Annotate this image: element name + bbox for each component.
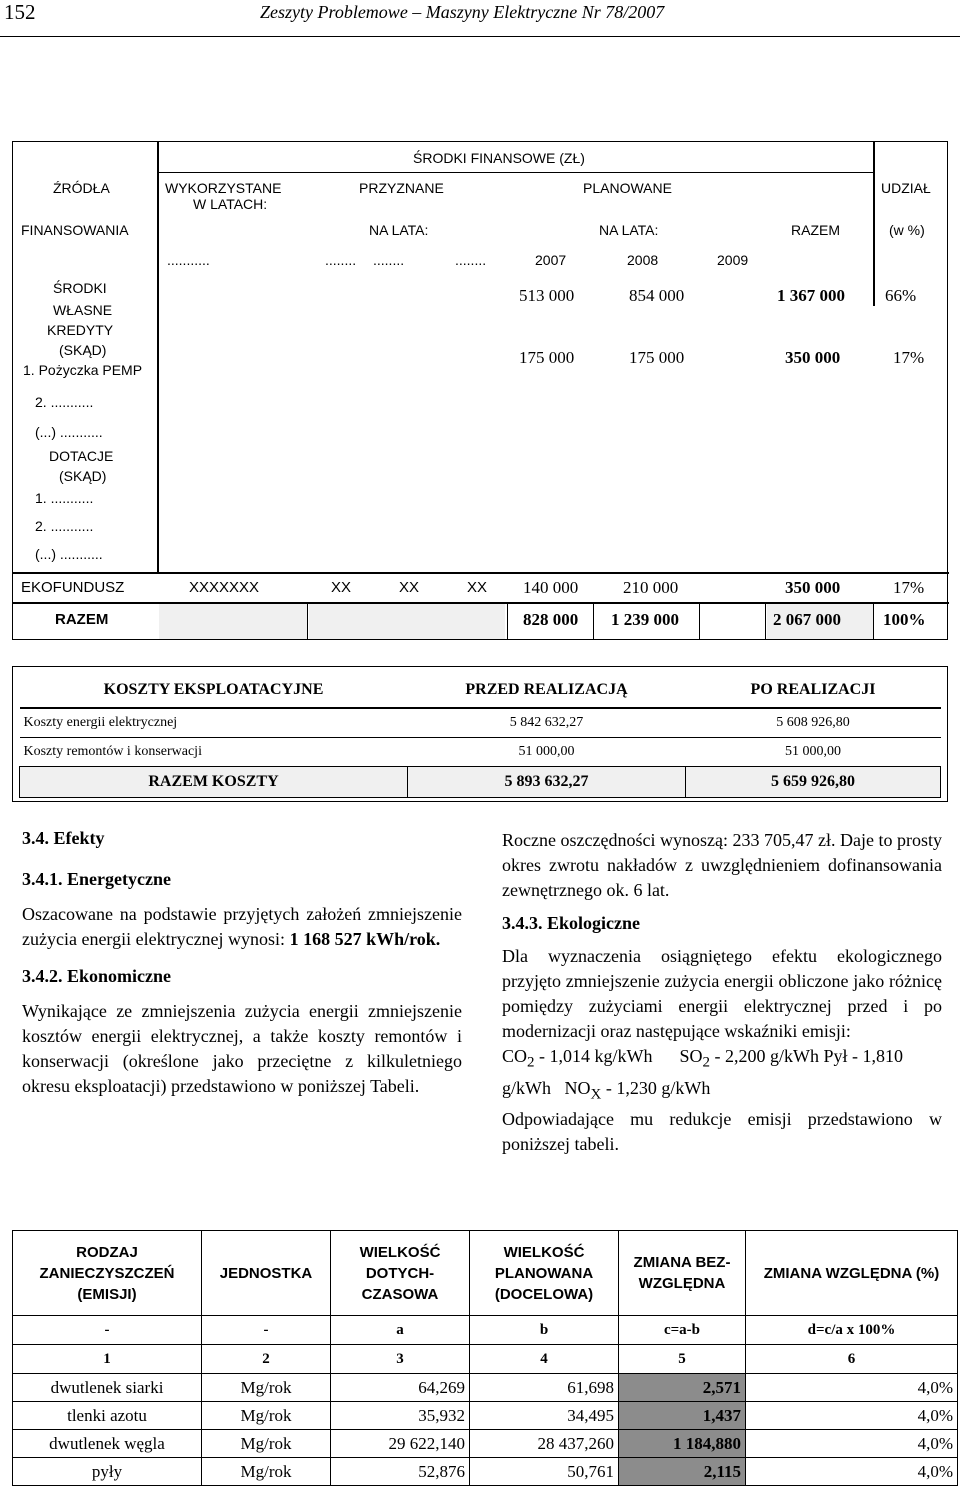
value-c: 1,437 — [619, 1402, 746, 1430]
year-cell: ........... — [167, 252, 210, 268]
year-cell: 2009 — [717, 252, 749, 268]
col-header: WIELKOŚĆ PLANOWANA (DOCELOWA) — [470, 1231, 619, 1316]
value-cell: 854 000 — [629, 286, 685, 305]
total-cell: 2 067 000 — [773, 610, 841, 629]
col-header: KOSZTY EKSPLOATACYJNE — [20, 673, 408, 708]
source-label: DOTACJE — [49, 448, 114, 464]
grid-line — [507, 604, 508, 639]
paragraph: Wynikające ze zmniejszenia zużycia energii zmniejszenie kosztów energii elektrycznej, a także koszty remontów i konserwacji (określone jako przeciętne z kilkuletniego okresu eksploatacji) przedstawiono w poniższej Tabeli. — [22, 1001, 462, 1096]
index-cell: 5 — [619, 1345, 746, 1374]
grid-line — [13, 572, 949, 574]
unit-cell: Mg/rok — [202, 1430, 331, 1458]
unit-cell: Mg/rok — [202, 1374, 331, 1402]
index-cell: 3 — [331, 1345, 470, 1374]
index-cell: 1 — [13, 1345, 202, 1374]
co2-sub: 2 — [527, 1054, 535, 1071]
co2-label: CO — [502, 1046, 528, 1066]
year-cell: 2007 — [535, 252, 567, 268]
formula-cell: - — [13, 1316, 202, 1345]
emissions-table — [12, 1230, 958, 1486]
ekofundusz-x: XXXXXXX — [189, 579, 260, 596]
paragraph-bold: 1 168 527 kWh/rok. — [289, 929, 441, 949]
header-na-lata-1: NA LATA: — [369, 222, 429, 238]
source-label: 1. ........... — [35, 490, 94, 506]
value-b: 34,495 — [470, 1402, 619, 1430]
text-column-right — [502, 828, 942, 1157]
col-header: JEDNOSTKA — [202, 1231, 331, 1316]
formula-cell: - — [202, 1316, 331, 1345]
index-cell: 2 — [202, 1345, 331, 1374]
pollutant-name: tlenki azotu — [13, 1402, 202, 1430]
col-header: RODZAJ ZANIECZYSZCZEŃ (EMISJI) — [13, 1231, 202, 1316]
col-header: PO REALIZACJI — [686, 673, 941, 708]
table-row — [13, 1402, 958, 1430]
source-label: 2. ........... — [35, 518, 94, 534]
formula-cell: b — [470, 1316, 619, 1345]
emission-factors — [502, 1044, 942, 1107]
value-a: 29 622,140 — [331, 1430, 470, 1458]
formula-cell: a — [331, 1316, 470, 1345]
source-label: (...) ........... — [35, 546, 103, 562]
header-finansowania: FINANSOWANIA — [21, 222, 129, 238]
ekofundusz-x: XX — [399, 579, 420, 596]
value-cell: 210 000 — [623, 578, 679, 597]
total-label: RAZEM KOSZTY — [20, 767, 408, 798]
total-cell: 1 239 000 — [611, 610, 679, 629]
source-label: 1. Pożyczka PEMP — [23, 362, 143, 378]
header-udzial: UDZIAŁ — [881, 180, 931, 196]
header-wykorzystane: WYKORZYSTANE — [165, 180, 282, 196]
value-b: 61,698 — [470, 1374, 619, 1402]
header-w-procentach: (w %) — [889, 222, 925, 238]
col-header: ZMIANA BEZ-WZGLĘDNA — [619, 1231, 746, 1316]
paragraph — [22, 902, 462, 952]
table-row — [20, 708, 941, 738]
total-row — [20, 767, 941, 798]
col-header: PRZED REALIZACJĄ — [408, 673, 686, 708]
value-cell: 350 000 — [785, 348, 841, 367]
section-heading: 3.4. Efekty — [22, 828, 105, 848]
ekofundusz-label: EKOFUNDUSZ — [21, 579, 125, 596]
operating-costs-table — [12, 666, 948, 802]
row-label: Koszty remontów i konserwacji — [20, 738, 408, 767]
grid-line — [873, 604, 874, 639]
value-cell: 350 000 — [785, 578, 841, 597]
grid-line — [765, 604, 766, 639]
unit-cell: Mg/rok — [202, 1458, 331, 1486]
header-na-lata-2: NA LATA: — [599, 222, 659, 238]
header-planowane: PLANOWANE — [583, 180, 672, 196]
grid-line — [873, 142, 875, 306]
table-row — [20, 738, 941, 767]
value-a: 52,876 — [331, 1458, 470, 1486]
pollutant-name: pyły — [13, 1458, 202, 1486]
value-b: 28 437,260 — [470, 1430, 619, 1458]
source-label: (SKĄD) — [59, 468, 107, 484]
paragraph-text: Oszacowane na podstawie przyjętych założeń zmniejszenie zużycia energii elektrycznej wynosi: — [22, 904, 462, 949]
header-razem: RAZEM — [791, 222, 840, 238]
year-cell: ........ — [325, 252, 357, 268]
index-row — [13, 1345, 958, 1374]
shade-cell — [159, 604, 307, 639]
row-before: 51 000,00 — [408, 738, 686, 767]
paragraph: Odpowiadające mu redukcje emisji przedstawiono w poniższej tabeli. — [502, 1109, 942, 1155]
unit-cell: Mg/rok — [202, 1402, 331, 1430]
co2-value: - 1,014 kg/kWh — [534, 1046, 653, 1066]
so2-sub: 2 — [702, 1054, 711, 1071]
header-srodki-finansowe: ŚRODKI FINANSOWE (ZŁ) — [413, 150, 585, 166]
table-row — [13, 1374, 958, 1402]
value-cell: 17% — [893, 578, 925, 597]
ekofundusz-x: XX — [467, 579, 488, 596]
total-after: 5 659 926,80 — [686, 767, 941, 798]
header-zrodla: ŹRÓDŁA — [53, 180, 110, 196]
value-a: 35,932 — [331, 1402, 470, 1430]
value-cell: 175 000 — [519, 348, 575, 367]
table-header-row — [13, 1231, 958, 1316]
grid-line — [157, 142, 159, 572]
source-label: WŁASNE — [53, 302, 113, 318]
value-cell: 17% — [893, 348, 925, 367]
so2-label: SO — [679, 1046, 703, 1066]
value-cell: 513 000 — [519, 286, 575, 305]
total-cell: 828 000 — [523, 610, 579, 629]
value-a: 64,269 — [331, 1374, 470, 1402]
header-przyznane: PRZYZNANE — [359, 180, 444, 196]
total-label: RAZEM — [55, 611, 109, 628]
formula-cell: d=c/a x 100% — [746, 1316, 958, 1345]
paragraph: Dla wyznaczenia osiągniętego efektu ekologicznego przyjęto zmniejszenie zużycia energii obliczone jako różnicę pomiędzy zużyciami energii elektrycznej przed i po modernizacji oraz następujące wskaźniki emisji: — [502, 946, 942, 1041]
col-header: WIELKOŚĆ DOTYCH-CZASOWA — [331, 1231, 470, 1316]
row-label: Koszty energii elektrycznej — [20, 708, 408, 738]
value-d: 4,0% — [746, 1402, 958, 1430]
pollutant-name: dwutlenek węgla — [13, 1430, 202, 1458]
index-cell: 4 — [470, 1345, 619, 1374]
section-heading: 3.4.1. Energetyczne — [22, 869, 171, 889]
value-cell: 175 000 — [629, 348, 685, 367]
section-heading: 3.4.2. Ekonomiczne — [22, 966, 172, 986]
grid-line — [157, 172, 873, 173]
nox-label: NO — [564, 1077, 591, 1098]
formula-cell: c=a-b — [619, 1316, 746, 1345]
value-d: 4,0% — [746, 1430, 958, 1458]
so2-value: - 2,200 g/kWh Pył - 1,810 g/kWh — [502, 1046, 904, 1098]
value-c: 1 184,880 — [619, 1430, 746, 1458]
source-label: KREDYTY — [47, 322, 114, 338]
nox-value: - 1,230 g/kWh — [601, 1077, 711, 1098]
col-header: ZMIANA WZGLĘDNA (%) — [746, 1231, 958, 1316]
ekofundusz-x: XX — [331, 579, 352, 596]
source-label: (...) ........... — [35, 424, 103, 440]
header-w-latach: W LATACH: — [193, 196, 268, 212]
pollutant-name: dwutlenek siarki — [13, 1374, 202, 1402]
text-column-left — [22, 826, 462, 1099]
formula-row — [13, 1316, 958, 1345]
grid-line — [307, 604, 308, 639]
value-d: 4,0% — [746, 1374, 958, 1402]
value-c: 2,115 — [619, 1458, 746, 1486]
table-header-row — [20, 673, 941, 708]
row-before: 5 842 632,27 — [408, 708, 686, 738]
shade-cell — [309, 604, 505, 639]
year-cell: 2008 — [627, 252, 659, 268]
row-after: 5 608 926,80 — [686, 708, 941, 738]
table-row — [13, 1458, 958, 1486]
value-b: 50,761 — [470, 1458, 619, 1486]
row-after: 51 000,00 — [686, 738, 941, 767]
financing-table — [12, 141, 948, 640]
grid-line — [13, 602, 949, 604]
total-cell: 100% — [883, 610, 926, 629]
source-label: 2. ........... — [35, 394, 94, 410]
source-label: ŚRODKI — [53, 280, 107, 296]
year-cell: ........ — [455, 252, 487, 268]
source-label: (SKĄD) — [59, 342, 107, 358]
nox-sub: X — [590, 1086, 602, 1103]
value-cell: 1 367 000 — [777, 286, 845, 305]
year-cell: ........ — [373, 252, 405, 268]
paragraph: Roczne oszczędności wynoszą: 233 705,47 zł. Daje to prosty okres zwrotu nakładów z uwzględnieniem dofinansowania zewnętrznego ok. 6 lat. — [502, 830, 942, 900]
journal-title: Zeszyty Problemowe – Maszyny Elektryczne Nr 78/2007 — [260, 2, 665, 22]
table-row — [13, 1430, 958, 1458]
value-cell: 66% — [885, 286, 917, 305]
page-number: 152 — [4, 0, 36, 24]
grid-line — [593, 604, 594, 639]
value-cell: 140 000 — [523, 578, 579, 597]
section-heading: 3.4.3. Ekologiczne — [502, 913, 640, 933]
index-cell: 6 — [746, 1345, 958, 1374]
total-before: 5 893 632,27 — [408, 767, 686, 798]
grid-line — [699, 604, 700, 639]
value-c: 2,571 — [619, 1374, 746, 1402]
value-d: 4,0% — [746, 1458, 958, 1486]
header-rule — [0, 36, 960, 37]
